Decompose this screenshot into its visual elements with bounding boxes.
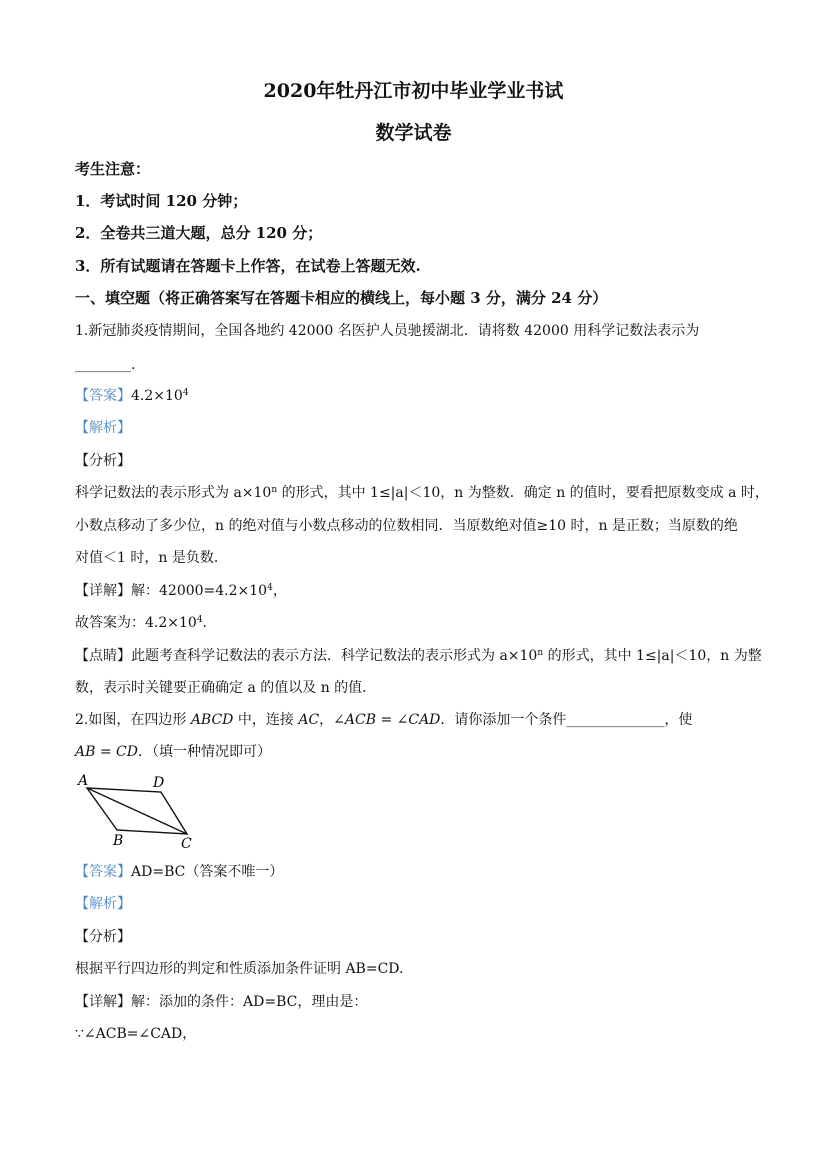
detail-line <box>75 581 287 601</box>
notice-heading: 考生注意： <box>75 160 151 178</box>
result-text: 故答案为：4.2×10 <box>75 615 197 631</box>
q2-part: ， <box>319 712 334 728</box>
fenxi-part: 的形式，其中 1≤|a|＜10，n 为整数．确定 n 的值时，要看把原数变成 a 时， <box>277 485 769 501</box>
page-subtitle: 数学试卷 <box>375 122 452 144</box>
q2-part: 中，连接 <box>233 712 299 728</box>
answer-tag: 【答案】 <box>75 864 131 880</box>
notice-item: 3．所有试题请在答题卡上作答，在试卷上答题无效. <box>75 257 421 275</box>
page-title: 2020年牡丹江市初中毕业学业书试 <box>263 80 564 102</box>
because-line: ∵∠ACB=∠CAD， <box>75 1026 197 1042</box>
detail-text: 解：42000=4.2×10 <box>131 583 268 599</box>
vertex-label-a: A <box>78 773 89 789</box>
q2-math: ∠ACB = ∠CAD <box>333 712 441 728</box>
fenxi-exponent: n <box>271 485 278 495</box>
analysis-tag: 【解析】 <box>75 420 131 436</box>
answer-exponent: 4 <box>182 388 189 398</box>
detail-text: ， <box>272 583 287 599</box>
q2-part: ．（填一种情况即可） <box>137 744 271 760</box>
q2-math: AC <box>298 712 320 728</box>
result-exponent: 4 <box>196 615 203 625</box>
fenxi-text: 对值＜1 时，n 是负数． <box>75 550 228 566</box>
fenxi-tag: 【分析】 <box>75 453 131 469</box>
point-tag: 【点睛】 <box>75 648 131 664</box>
notice-item: 1．考试时间 120 分钟； <box>75 192 248 210</box>
question-2-text <box>75 710 692 730</box>
quadrilateral-figure <box>75 772 200 852</box>
vertex-label-b: B <box>113 833 124 849</box>
point-line <box>75 646 762 666</box>
answer-value: 4.2×10 <box>131 388 183 404</box>
detail-tag: 【详解】 <box>75 994 131 1010</box>
q2-part: ．请你添加一个条件______________，使 <box>440 712 693 728</box>
fenxi-text: 小数点移动了多少位，n 的绝对值与小数点移动的位数相同．当原数绝对值≥10 时，n 是正数；当原数的绝 <box>75 518 738 534</box>
fenxi-part: 科学记数法的表示形式为 a×10 <box>75 485 272 501</box>
answer-tag: 【答案】 <box>75 388 131 404</box>
q2-math: ABCD <box>190 712 234 728</box>
fenxi-text: 根据平行四边形的判定和性质添加条件证明 AB=CD. <box>75 961 404 977</box>
vertex-label-d: D <box>153 775 165 791</box>
answer-value: AD=BC（答案不唯一） <box>131 864 284 880</box>
question-1-text: 1.新冠肺炎疫情期间，全国各地约 42000 名医护人员驰援湖北．请将数 42000 用科学记数法表示为 <box>75 323 700 339</box>
analysis-tag: 【解析】 <box>75 896 131 912</box>
q2-math: AB = CD <box>75 744 138 760</box>
detail-exponent: 4 <box>267 583 273 593</box>
result-text: . <box>202 615 207 631</box>
point-text: 数，表示时关键要正确确定 a 的值以及 n 的值． <box>75 680 377 696</box>
question-1-blank: ________. <box>75 357 136 373</box>
question-2-text <box>75 742 271 762</box>
notice-item: 2．全卷共三道大题，总分 120 分； <box>75 224 323 242</box>
answer-line <box>75 862 283 882</box>
detail-text: 解：添加的条件：AD=BC，理由是： <box>131 994 368 1010</box>
point-exponent: n <box>537 648 544 658</box>
result-line <box>75 613 207 633</box>
answer-line <box>75 386 189 406</box>
detail-tag: 【详解】 <box>75 583 131 599</box>
detail-line <box>75 992 367 1012</box>
fenxi-text <box>75 483 769 503</box>
q2-part: 2.如图，在四边形 <box>75 712 191 728</box>
vertex-label-c: C <box>181 836 192 852</box>
point-text: 此题考查科学记数法的表示方法．科学记数法的表示形式为 a×10 <box>131 648 538 664</box>
point-text: 的形式，其中 1≤|a|＜10，n 为整 <box>543 648 762 664</box>
fenxi-tag: 【分析】 <box>75 929 131 945</box>
section-heading: 一、填空题（将正确答案写在答题卡相应的横线上，每小题 3 分，满分 24 分） <box>75 289 608 307</box>
